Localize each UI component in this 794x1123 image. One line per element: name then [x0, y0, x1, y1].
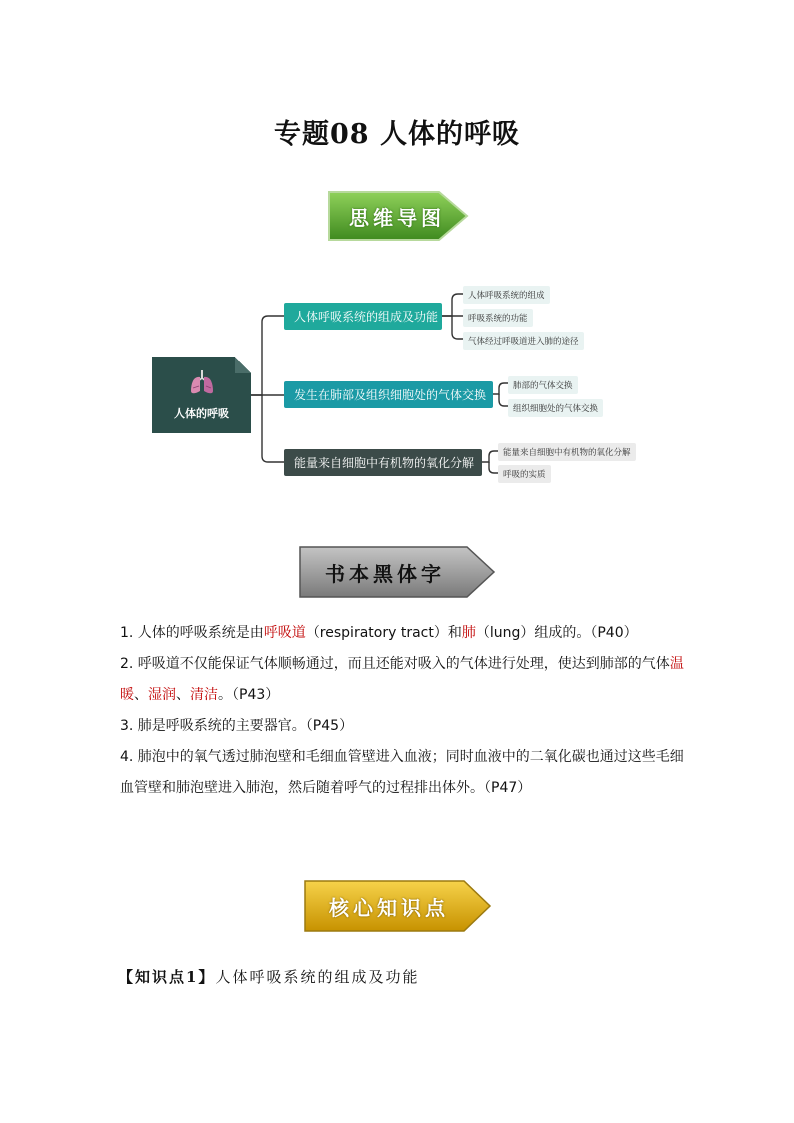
mindmap-root-node	[152, 357, 251, 433]
textbook-banner	[299, 546, 496, 598]
core-knowledge-banner	[304, 880, 492, 932]
mindmap-branch-2-label: 发生在肺部及组织细胞处的气体交换	[294, 388, 487, 402]
point-text: 、	[176, 687, 190, 703]
page-fold-corner	[235, 357, 251, 373]
mindmap-leaf: 呼吸系统的功能	[463, 309, 533, 327]
point-highlight: 清洁	[190, 687, 218, 703]
point-2	[120, 649, 690, 711]
point-text: 4. 肺泡中的氧气透过肺泡壁和毛细血管壁进入血液；同时血液中的二氧化碳也通过这些毛细血管壁和肺泡壁进入肺泡，然后随着呼气的过程排出体外。（P47）	[120, 749, 684, 796]
point-4	[120, 742, 690, 804]
mindmap-leaf: 肺部的气体交换	[508, 376, 578, 394]
point-text: 2. 呼吸道不仅能保证气体顺畅通过，而且还能对吸入的气体进行处理，使达到肺部的气体	[120, 656, 670, 672]
core-banner-label: 核心知识点	[329, 895, 449, 920]
mindmap-branch-2	[284, 381, 493, 408]
mindmap-branch-1	[284, 303, 442, 330]
knowledge-point-prefix: 【知识点1】	[118, 968, 216, 986]
mindmap-leaf: 气体经过呼吸道进入肺的途径	[463, 332, 584, 350]
point-text: 3. 肺是呼吸系统的主要器官。（P45）	[120, 718, 354, 734]
point-highlight: 呼吸道	[263, 625, 306, 641]
knowledge-point-heading	[118, 966, 419, 987]
mindmap-branch-3-label: 能量来自细胞中有机物的氧化分解	[294, 456, 475, 470]
point-highlight: 湿润	[148, 687, 176, 703]
lungs-icon	[188, 368, 216, 396]
point-text: 1. 人体的呼吸系统是由	[120, 625, 264, 641]
mindmap-leaf: 能量来自细胞中有机物的氧化分解	[498, 443, 636, 461]
point-3	[120, 711, 690, 742]
point-text: 。（P43）	[218, 687, 280, 703]
mindmap-leaf: 呼吸的实质	[498, 465, 551, 483]
point-text: （lung）组成的。（P40）	[475, 625, 638, 641]
textbook-banner-label: 书本黑体字	[325, 561, 445, 586]
point-highlight: 肺	[461, 625, 476, 641]
mindmap-branch-1-label: 人体呼吸系统的组成及功能	[294, 310, 439, 324]
textbook-points	[120, 618, 690, 804]
point-highlight: 温暖	[120, 656, 684, 703]
mindmap-banner-label: 思维导图	[349, 205, 445, 230]
mindmap-leaf: 组织细胞处的气体交换	[508, 399, 603, 417]
point-1	[120, 618, 690, 649]
mindmap-leaf: 人体呼吸系统的组成	[463, 286, 550, 304]
mindmap-root-label: 人体的呼吸	[174, 407, 229, 420]
knowledge-point-topic: 人体呼吸系统的组成及功能	[215, 968, 420, 986]
point-text: 、	[134, 687, 148, 703]
page-title: 专题08 人体的呼吸	[274, 119, 520, 150]
point-text: （respiratory tract）和	[305, 625, 462, 641]
mindmap-branch-3	[284, 449, 482, 476]
